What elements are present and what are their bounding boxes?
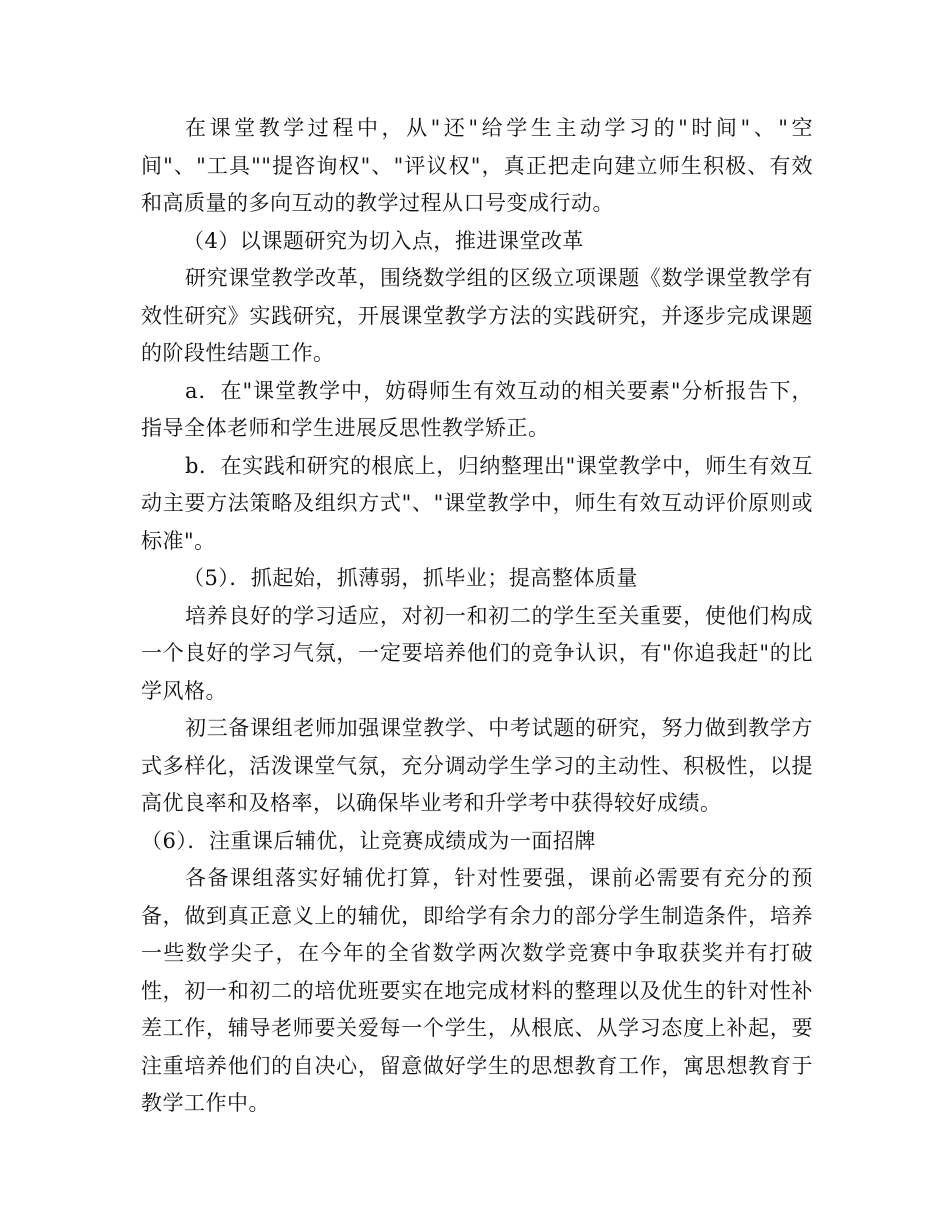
paragraph-research: 研究课堂教学改革，围绕数学组的区级立项课题《数学课堂教学有效性研究》实践研究，开展课堂教学方法的实践研究，并逐步完成课题的阶段性结题工作。: [141, 266, 813, 365]
section-heading-5: （5）．抓起始，抓薄弱，抓毕业；提高整体质量: [183, 566, 638, 590]
section-heading-4: （4）以课题研究为切入点，推进课堂改革: [183, 228, 584, 253]
paragraph-tutoring: 各备课组落实好辅优打算，针对性要强，课前必需要有充分的预备，做到真正意义上的辅优，即给学有余力的部分学生制造条件，培养一些数学尖子，在今年的全省数学两次数学竞赛中争取获奖并有打破性，初一和初二的培优班要实在地完成材料的整理以及优生的针对性补差工作，辅导老师要关爱每一个学生，从根底、从学习态度上补起，要注重培养他们的自决心，留意做好学生的思想教育工作，寓思想教育于教学工作中。: [141, 866, 813, 1115]
paragraph-item-b: b．在实践和研究的根底上，归纳整理出"课堂教学中，师生有效互动主要方法策略及组织方式"、"课堂教学中，师生有效互动评价原则或标准"。: [141, 453, 813, 553]
paragraph-item-a: a．在"课堂教学中，妨碍师生有效互动的相关要素"分析报告下，指导全体老师和学生进展反思性教学矫正。: [141, 378, 813, 440]
paragraph-classroom-interaction: 在课堂教学过程中，从"还"给学生主动学习的"时间"、"空间"、"工具""提咨询权"、"评议权"，真正把走向建立师生积极、有效和高质量的多向互动的教学过程从口号变成行动。: [141, 116, 813, 215]
section-heading-6: （6）．注重课后辅优，让竞赛成绩成为一面招牌: [141, 828, 596, 853]
document-body: [141, 110, 813, 1123]
paragraph-learning-habits: 培养良好的学习适应，对初一和初二的学生至关重要，使他们构成一个良好的学习气氛，一定要培养他们的竞争认识，有"你追我赶"的比学风格。: [141, 603, 813, 703]
paragraph-grade-three: 初三备课组老师加强课堂教学、中考试题的研究，努力做到教学方式多样化，活泼课堂气氛，充分调动学生学习的主动性、积极性，以提高优良率和及格率，以确保毕业考和升学考中获得较好成绩。: [141, 716, 813, 815]
